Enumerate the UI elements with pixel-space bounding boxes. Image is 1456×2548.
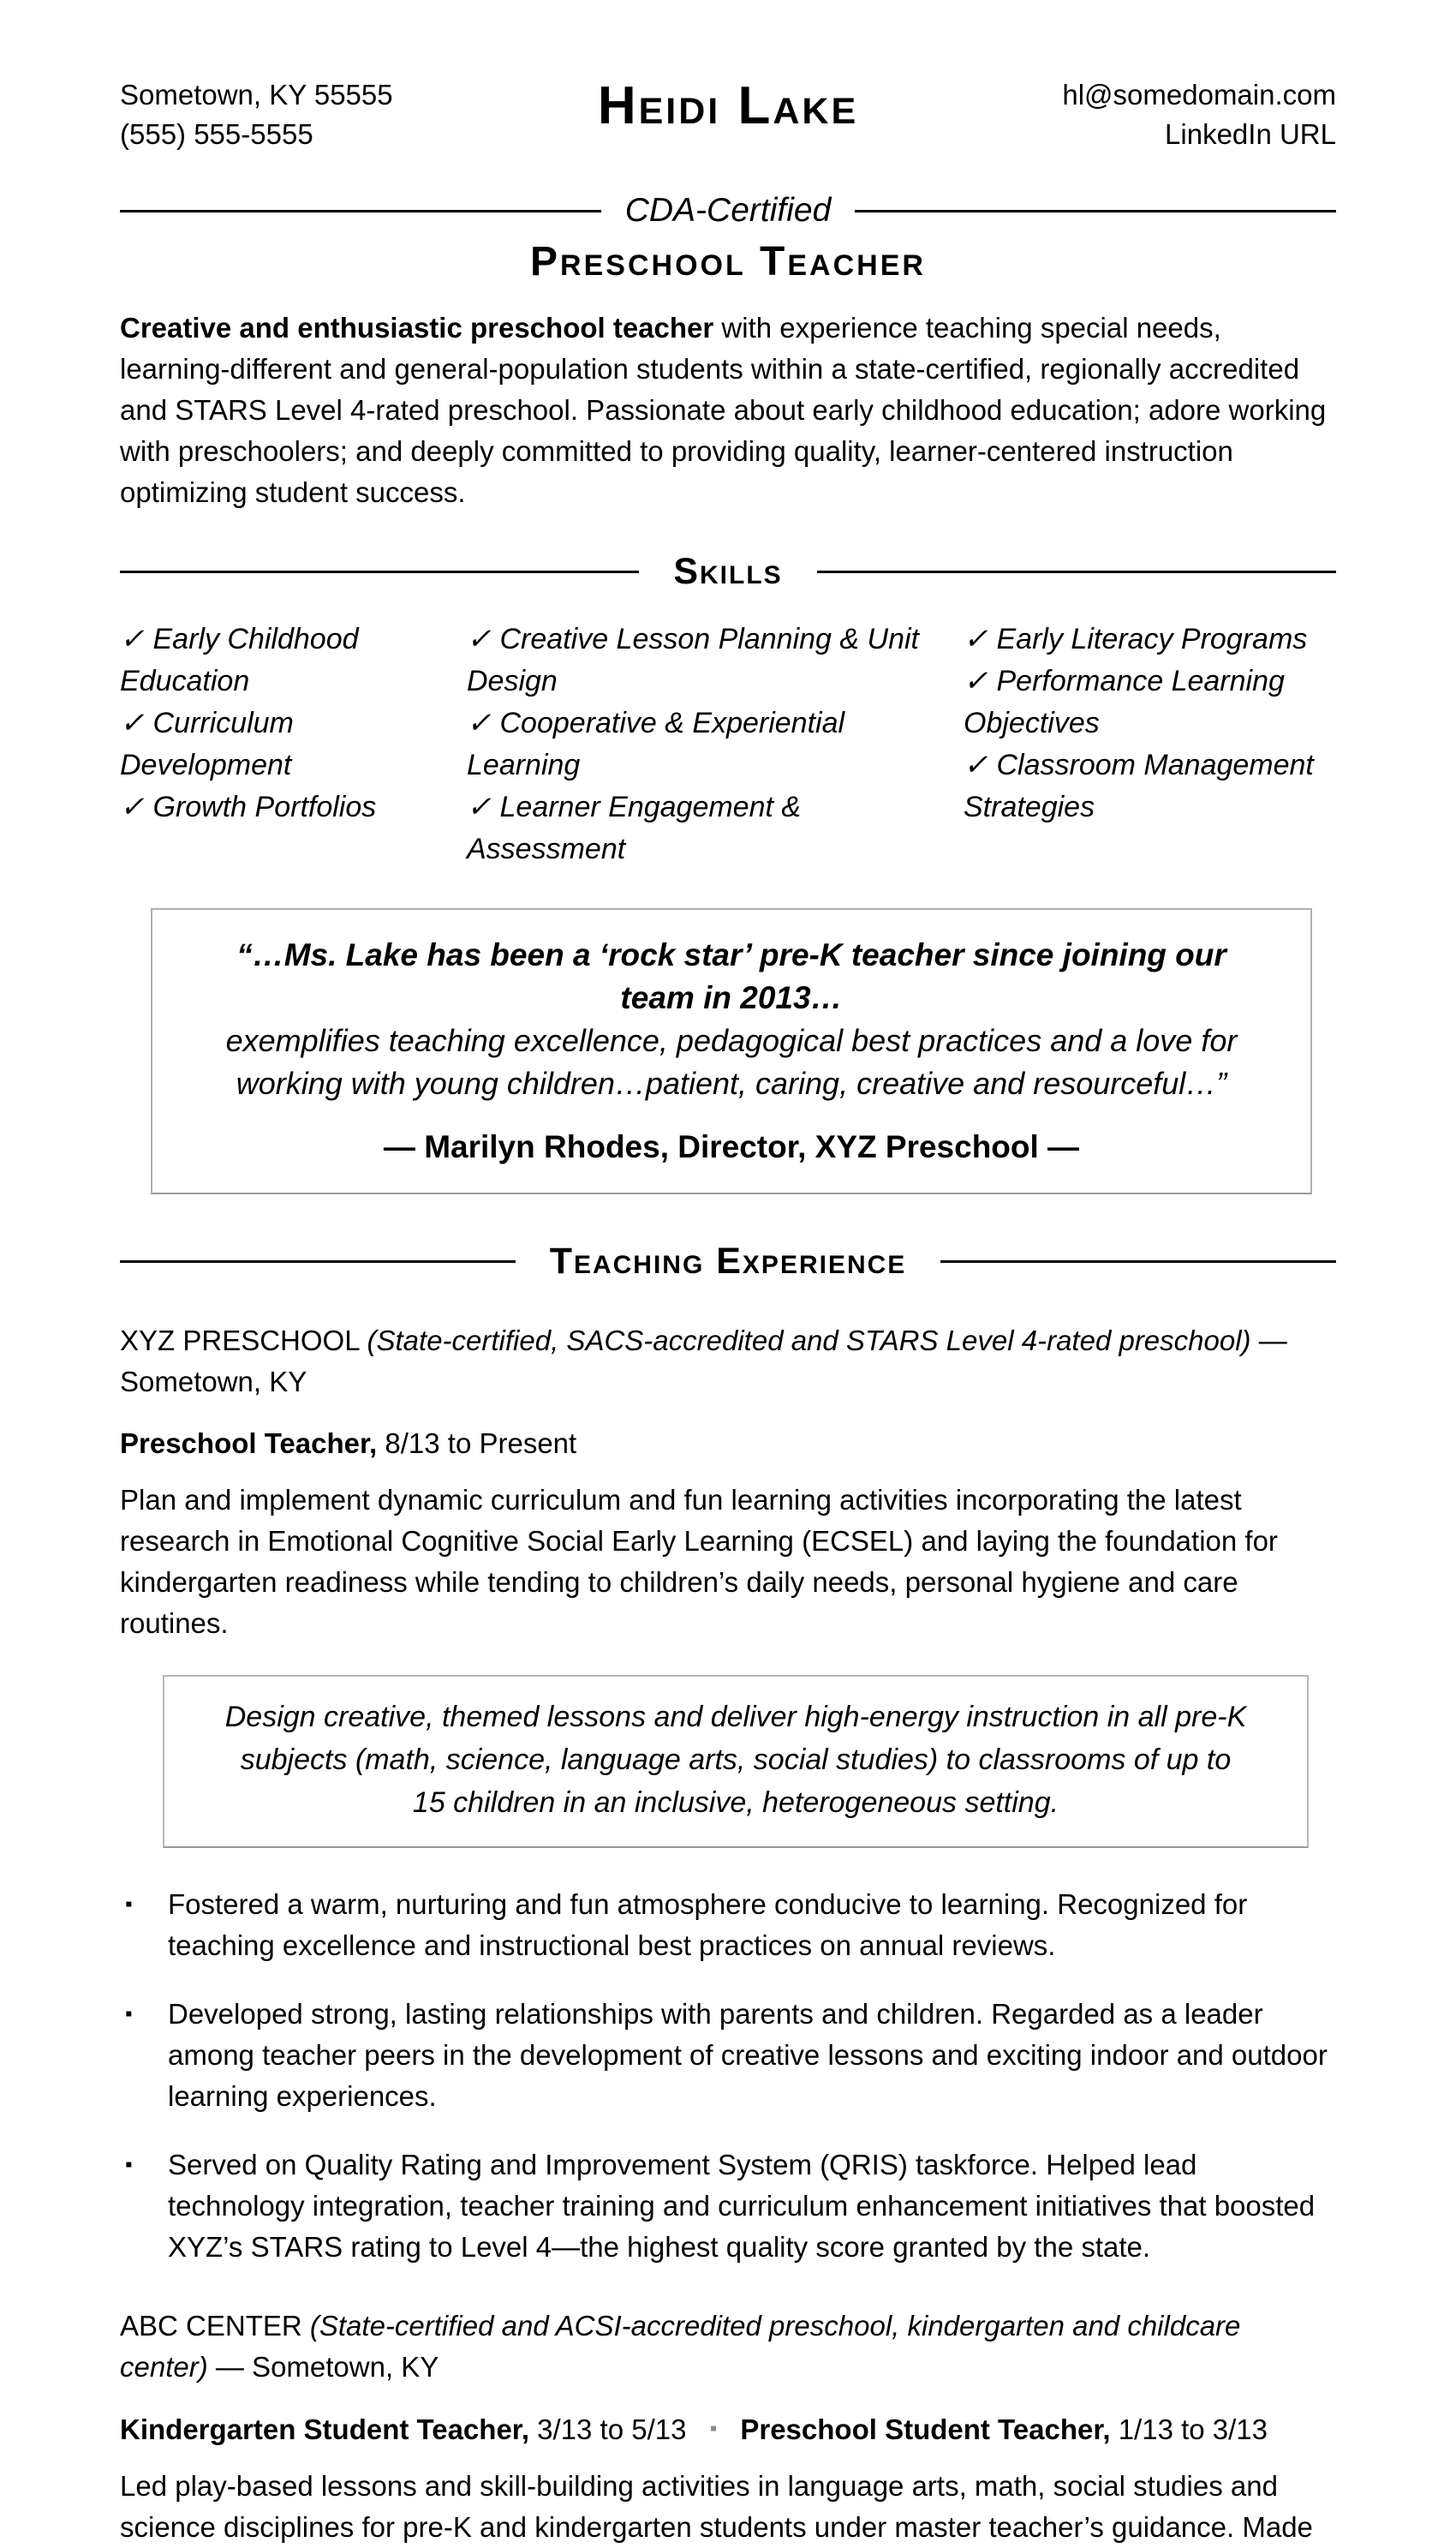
check-icon: ✓ xyxy=(467,623,492,655)
check-icon: ✓ xyxy=(467,791,492,823)
employer-line-xyz xyxy=(120,1320,1336,1403)
email-line: hl@somedomain.com xyxy=(1062,79,1336,111)
employer-location: — Sometown, KY xyxy=(120,1325,1287,1397)
divider-line xyxy=(120,210,601,212)
skills-section-heading xyxy=(120,551,1336,593)
bullet-item xyxy=(120,2144,1336,2268)
contact-right xyxy=(1028,75,1336,154)
square-bullet-icon: ▪ xyxy=(125,1893,133,1916)
address-line: Sometown, KY 55555 xyxy=(120,79,393,111)
certification-heading xyxy=(120,192,1336,230)
bullet-text: Fostered a warm, nurturing and fun atmosphere conducive to learning. Recognized for teaching excellence and instructional best practices on annual reviews. xyxy=(168,1888,1248,1961)
linkedin-line: LinkedIn URL xyxy=(1165,118,1336,150)
summary-lead: Creative and enthusiastic preschool teacher xyxy=(120,312,714,344)
square-bullet-icon: ▪ xyxy=(125,2153,133,2176)
role-title: Preschool Teacher, xyxy=(120,1427,378,1459)
experience-section-heading xyxy=(120,1241,1336,1283)
role-title: Kindergarten Student Teacher, xyxy=(120,2413,529,2445)
skill-label: Classroom Management Strategies xyxy=(964,749,1314,823)
bullet-text: Developed strong, lasting relationships with parents and children. Regarded as a leader among teacher peers in the development of creative lessons and exciting indoor and outdoor learning experiences. xyxy=(168,1998,1328,2112)
check-icon: ✓ xyxy=(120,707,145,739)
divider-line xyxy=(855,210,1336,212)
skill-item xyxy=(964,745,1336,828)
role-dates: 3/13 to 5/13 xyxy=(537,2413,687,2445)
check-icon: ✓ xyxy=(120,791,145,823)
employer-name: XYZ PRESCHOOL xyxy=(120,1325,360,1356)
skill-label: Learner Engagement & Assessment xyxy=(467,791,802,865)
skill-item xyxy=(467,619,964,703)
check-icon: ✓ xyxy=(964,665,988,697)
skill-item xyxy=(120,787,467,828)
highlight-box: Design creative, themed lessons and deliver high-energy instruction in all pre-K subjects (math, science, language arts, social studies) to classrooms of up to 15 children in an inclusive, heterogeneous setting. xyxy=(163,1675,1309,1848)
abc-section xyxy=(120,2306,1336,2548)
bullet-item xyxy=(120,1994,1336,2117)
role-dates: 1/13 to 3/13 xyxy=(1118,2413,1268,2445)
page-title: Preschool Teacher xyxy=(530,239,926,284)
skills-column-1 xyxy=(120,619,467,870)
role-line-abc xyxy=(120,2408,1336,2450)
divider-line xyxy=(120,1260,516,1263)
skill-item xyxy=(964,661,1336,745)
phone-line: (555) 555-5555 xyxy=(120,118,313,150)
skill-label: Curriculum Development xyxy=(120,707,294,781)
employer-name: ABC CENTER xyxy=(120,2310,302,2342)
skill-label: Early Literacy Programs xyxy=(996,623,1308,655)
experience-heading-label: Teaching Experience xyxy=(549,1241,907,1282)
testimonial-quote-bold: “…Ms. Lake has been a ‘rock star’ pre-K teacher since joining our team in 2013… xyxy=(236,937,1226,1015)
bullet-list xyxy=(120,1884,1336,2268)
testimonial-attribution: — Marilyn Rhodes, Director, XYZ Preschool — xyxy=(383,1129,1080,1164)
employer-line-abc xyxy=(120,2306,1336,2388)
certification-label: CDA-Certified xyxy=(624,192,832,229)
role-title: Preschool Student Teacher, xyxy=(740,2413,1111,2445)
divider-line xyxy=(940,1260,1336,1263)
check-icon: ✓ xyxy=(120,623,145,655)
skill-item xyxy=(964,619,1336,661)
square-bullet-icon: ▪ xyxy=(125,2002,133,2025)
employer-detail: (State-certified and ACSI-accredited preschool, kindergarten and childcare center) xyxy=(120,2310,1241,2383)
bullet-text: Served on Quality Rating and Improvement System (QRIS) taskforce. Helped lead technology integration, teacher training and curriculum enhancement initiatives that boosted XYZ’s STARS rating to Level 4—the highest quality score granted by the state. xyxy=(168,2149,1316,2263)
skill-item xyxy=(120,619,467,703)
divider-line xyxy=(817,571,1336,573)
skills-column-2 xyxy=(467,619,964,870)
skill-item xyxy=(467,703,964,787)
check-icon: ✓ xyxy=(964,749,988,781)
skill-label: Growth Portfolios xyxy=(152,791,377,823)
skills-heading-label: Skills xyxy=(673,551,783,592)
summary-paragraph xyxy=(120,308,1336,513)
candidate-name: Heidi Lake xyxy=(597,76,859,135)
skills-grid xyxy=(120,619,1336,870)
contact-left xyxy=(120,75,428,154)
employer-location: — Sometown, KY xyxy=(215,2351,439,2383)
job-description-abc: Led play-based lessons and skill-building activities in language arts, math, social studies and science disciplines for pre-K and kindergarten students under master teacher’s guidance. Made xyxy=(120,2470,1313,2543)
skill-item xyxy=(467,787,964,870)
summary-body: with experience teaching special needs, learning-different and general-population students within a state-certified, regionally accredited and STARS Level 4-rated preschool. Passionate about early childhood education; adore working with preschoolers; and deeply committed to providing quality, learner-centered instruction optimizing student success. xyxy=(120,312,1327,508)
skills-column-3 xyxy=(964,619,1336,870)
bullet-item xyxy=(120,1884,1336,1966)
testimonial-quote: exemplifies teaching excellence, pedagogical best practices and a love for working with young children…patient, caring, creative and resourceful…” xyxy=(225,1023,1238,1101)
role-line-xyz xyxy=(120,1423,1336,1464)
skill-label: Early Childhood Education xyxy=(120,623,359,697)
skill-label: Performance Learning Objectives xyxy=(964,665,1285,739)
divider-line xyxy=(120,571,639,573)
skill-label: Creative Lesson Planning & Unit Design xyxy=(467,623,919,697)
employer-detail: (State-certified, SACS-accredited and STARS Level 4-rated preschool) xyxy=(367,1325,1251,1356)
skill-item xyxy=(120,703,467,787)
testimonial-box xyxy=(151,908,1312,1194)
role-separator-icon: ▪ xyxy=(709,2417,718,2440)
header xyxy=(120,75,1336,154)
job-description-xyz: Plan and implement dynamic curriculum and fun learning activities incorporating the latest research in Emotional Cognitive Social Early Learning (ECSEL) and laying the foundation for kindergarten readiness while tending to children’s daily needs, personal hygiene and care routines. xyxy=(120,1484,1278,1639)
check-icon: ✓ xyxy=(467,707,492,739)
skill-label: Cooperative & Experiential Learning xyxy=(467,707,845,781)
check-icon: ✓ xyxy=(964,623,988,655)
role-dates: 8/13 to Present xyxy=(385,1427,577,1459)
